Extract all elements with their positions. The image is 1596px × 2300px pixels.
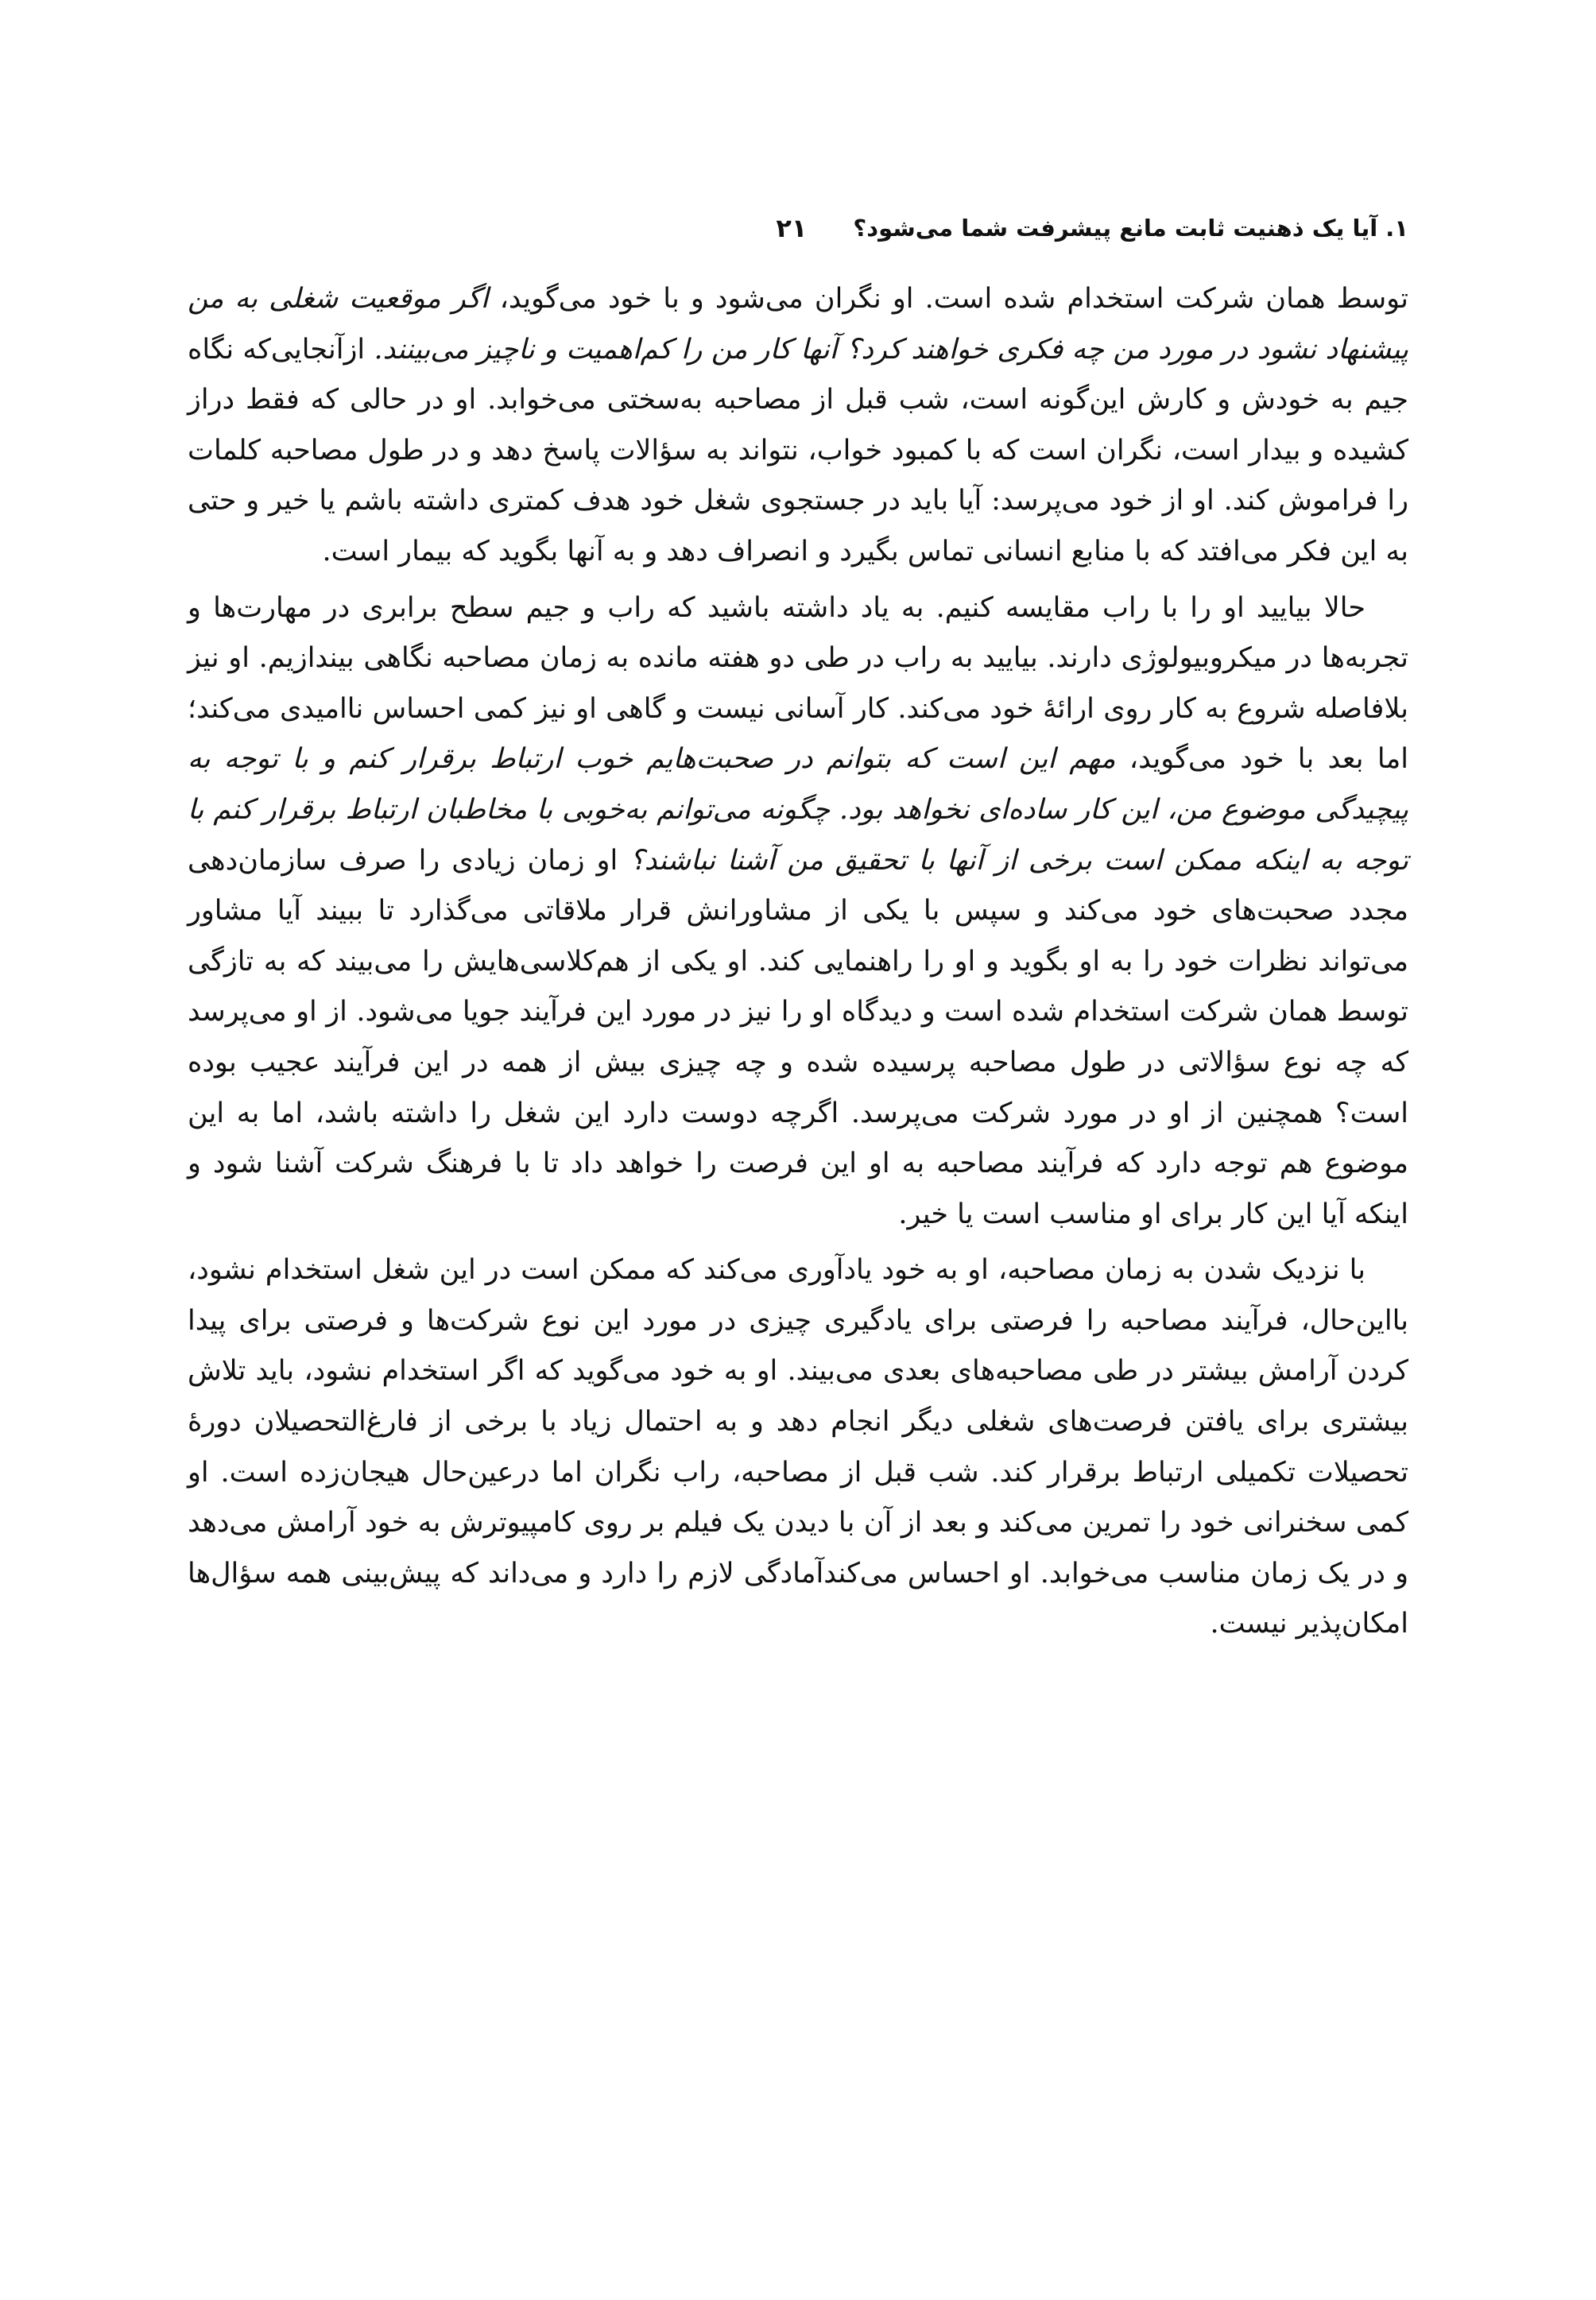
text-run: ازآنجایی‌که نگاه جیم به خودش و کارش این‌گونه است، شب قبل از مصاحبه به‌سختی می‌خوابد. او در حالی که فقط دراز کشیده و بیدار است، نگران است که با کمبود خواب، نتواند به سؤالات پاسخ دهد و در طول مصاحبه کلمات را فراموش کند. او از خود می‌پرسد: آیا باید در جستجوی شغل خود هدف کمتری داشته باشم یا خیر و حتی به این فکر می‌افتد که با منابع انسانی تماس بگیرد و انصراف دهد و به آنها بگوید که بیمار است. bbox=[188, 333, 1408, 567]
running-header bbox=[188, 208, 1408, 248]
italic-thought: اگر موقعیت شغلی به من پیشنهاد نشود در مورد من چه فکری خواهند کرد؟ آنها کار من را کم‌اهمیت و ناچیز می‌بینند. bbox=[188, 283, 1408, 366]
paragraph-3 bbox=[188, 1245, 1408, 1650]
text-run: او زمان زیادی را صرف سازمان‌دهی مجدد صحبت‌های خود می‌کند و سپس با یکی از مشاورانش قرار ملاقاتی می‌گذارد تا ببیند آیا مشاور می‌تواند نظرات خود را به او بگوید و او را راهنمایی کند. او یکی از هم‌کلاسی‌هایش را می‌بیند که به تازگی توسط همان شرکت استخدام شده است و دیدگاه او را نیز در مورد این فرآیند جویا می‌شود. از او می‌پرسد که چه نوع سؤالاتی در طول مصاحبه پرسیده شده و چه چیزی بیش از همه در این فرآیند عجیب بوده است؟ همچنین از او در مورد شرکت می‌پرسد. اگرچه دوست دارد این شغل را داشته باشد، اما به این موضوع هم توجه دارد که فرآیند مصاحبه به او این فرصت را خواهد داد تا با فرهنگ شرکت آشنا شود و اینکه آیا این کار برای او مناسب است یا خیر. bbox=[188, 844, 1408, 1230]
text-run: با نزدیک شدن به زمان مصاحبه، او به خود یادآوری می‌کند که ممکن است در این شغل استخدام نشود، بااین‌حال، فرآیند مصاحبه را فرصتی برای یادگیری چیزی در مورد این نوع شرکت‌ها و فرصتی برای پیدا کردن آرامش بیشتر در طی مصاحبه‌های بعدی می‌بیند. او به خود می‌گوید که اگر استخدام نشود، باید تلاش بیشتری برای یافتن فرصت‌های شغلی دیگر انجام دهد و به احتمال زیاد با برخی از فارغ‌التحصیلان دورهٔ تحصیلات تکمیلی ارتباط برقرار کند. شب قبل از مصاحبه، راب نگران اما درعین‌حال هیجان‌زده است. او کمی سخنرانی خود را تمرین می‌کند و بعد از آن با دیدن یک فیلم بر روی کامپیوترش به خود آرامش می‌دهد و در یک زمان مناسب می‌خوابد. او احساس می‌کندآمادگی لازم را دارد و می‌داند که پیش‌بینی همه سؤال‌ها امکان‌پذیر نیست. bbox=[188, 1254, 1408, 1640]
italic-thought: مهم این است که بتوانم در صحبت‌هایم خوب ارتباط برقرار کنم و با توجه به پیچیدگی موضوع من، این کار ساده‌ای نخواهد بود. چگونه می‌توانم به‌خوبی با مخاطبان ارتباط برقرار کنم با توجه به اینکه ممکن است برخی از آنها با تحقیق من آشنا نباشند؟ bbox=[188, 743, 1408, 877]
chapter-title: ۱. آیا یک ذهنیت ثابت مانع پیشرفت شما می‌شود؟ bbox=[853, 215, 1408, 242]
text-run: حالا بیایید او را با راب مقایسه کنیم. به یاد داشته باشید که راب و جیم سطح برابری در مهارت‌ها و تجربه‌ها در میکروبیولوژی دارند. بیایید به راب در طی دو هفته مانده به زمان مصاحبه نگاهی بیندازیم. او نیز بلافاصله شروع به کار روی ارائهٔ خود می‌کند. کار آسانی نیست و گاهی او نیز کمی احساس ناامیدی می‌کند؛ اما بعد با خود می‌گوید، bbox=[188, 591, 1408, 776]
paragraph-1 bbox=[188, 274, 1408, 578]
page-number: ۲۱ bbox=[776, 213, 808, 243]
body-text bbox=[188, 274, 1408, 1655]
text-run: توسط همان شرکت استخدام شده است. او نگران می‌شود و با خود می‌گوید، bbox=[488, 283, 1408, 315]
paragraph-2 bbox=[188, 583, 1408, 1241]
